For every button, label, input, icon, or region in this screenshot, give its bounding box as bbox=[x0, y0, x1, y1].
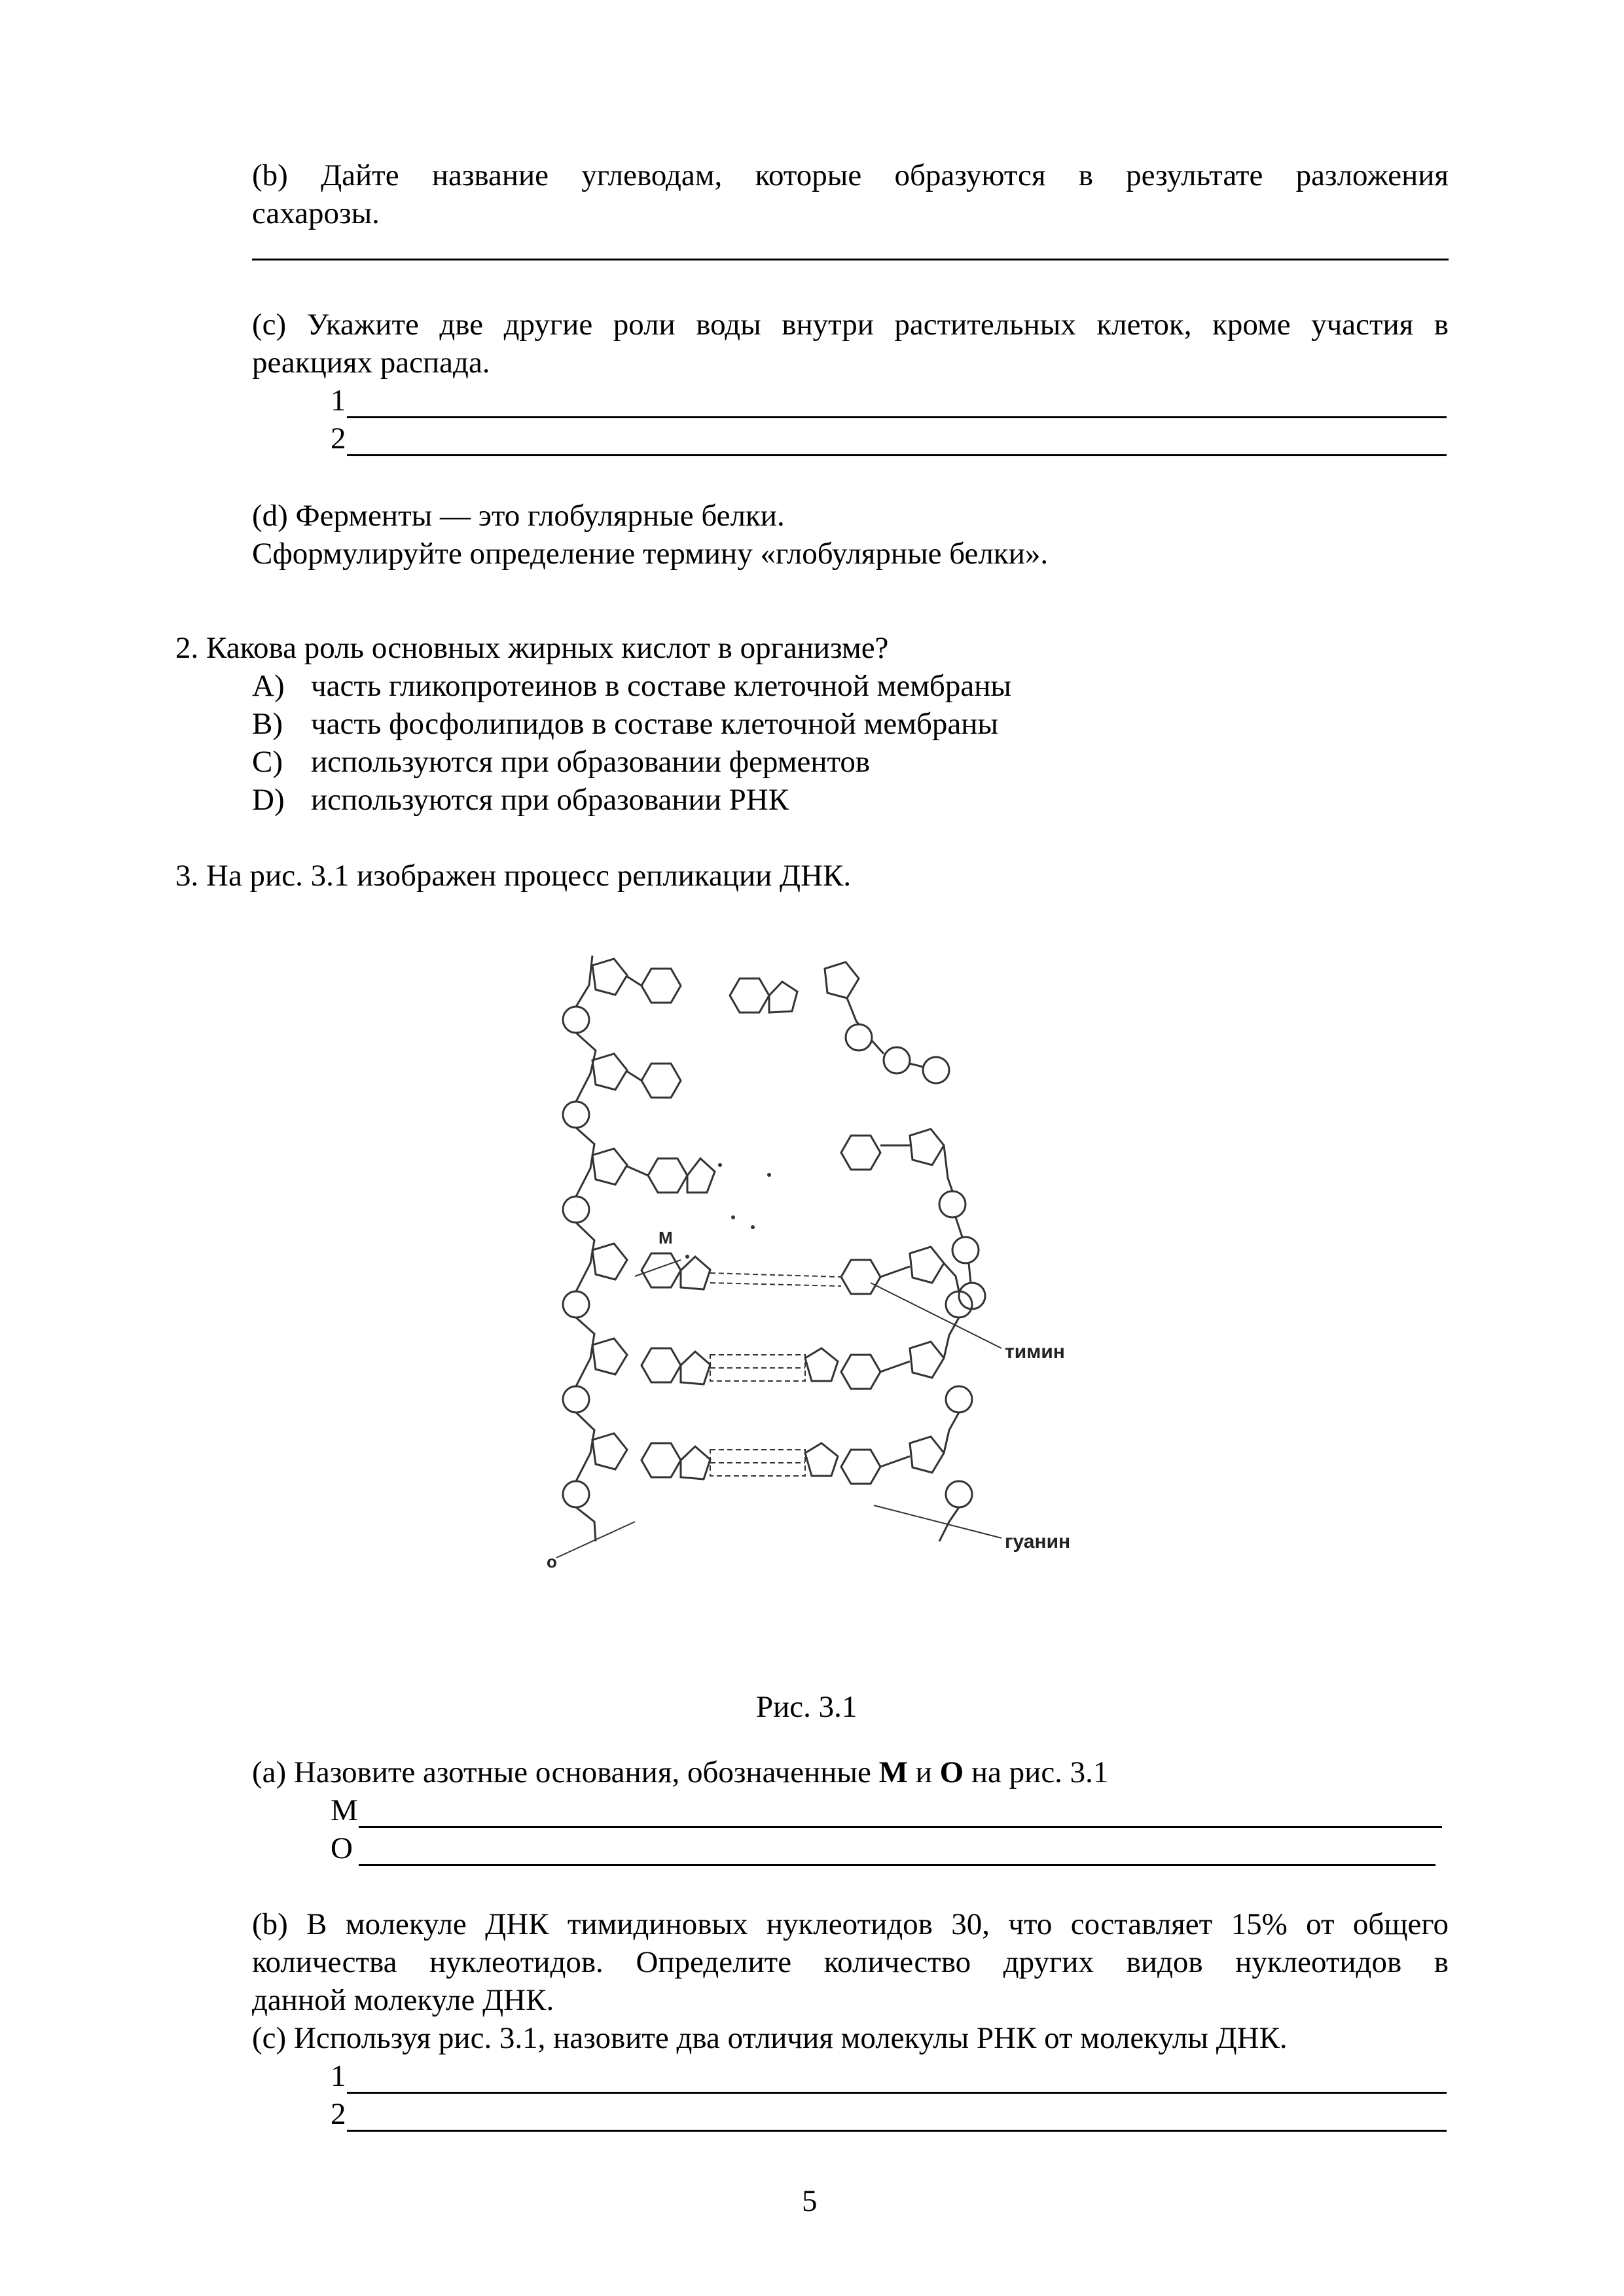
q2-option-c-text: используются при образовании ферментов bbox=[311, 745, 871, 779]
label-pointers bbox=[556, 1260, 1001, 1558]
q1c-text-line1: (c) Укажите две другие роли воды внутри растительных клеток, кроме участия в bbox=[252, 308, 1449, 342]
q2-option-b-letter: B) bbox=[252, 707, 283, 741]
q2-option-c-letter: C) bbox=[252, 745, 283, 779]
q1b-text-line2: сахарозы. bbox=[252, 196, 380, 230]
q3a-text-and: и bbox=[907, 1755, 940, 1789]
free-nucleotides bbox=[730, 962, 985, 1309]
q3c-answer-number-2: 2 bbox=[331, 2097, 346, 2131]
figure-label-o: о bbox=[547, 1552, 557, 1571]
dna-diagram bbox=[543, 929, 1113, 1577]
q3a-bold-o: О bbox=[939, 1755, 964, 1789]
left-bases bbox=[627, 969, 715, 1479]
q2-option-a-text: часть гликопротеинов в составе клеточной мембраны bbox=[311, 669, 1011, 703]
q3-intro: 3. На рис. 3.1 изображен процесс репликации ДНК. bbox=[175, 859, 852, 893]
q1c-answer-number-1: 1 bbox=[331, 384, 346, 418]
q1c-answer-line-1[interactable] bbox=[347, 416, 1447, 418]
hydrogen-bonds bbox=[710, 1273, 841, 1476]
q3a-text-pre: (a) Назовите азотные основания, обозначенные bbox=[252, 1755, 879, 1789]
q3c-answer-number-1: 1 bbox=[331, 2059, 346, 2093]
q3c-answer-line-1[interactable] bbox=[347, 2092, 1447, 2094]
figure-label-m: М bbox=[659, 1228, 673, 1247]
figure-label-guanine: гуанин bbox=[1005, 1531, 1071, 1552]
q1d-text-line1: (d) Ферменты — это глобулярные белки. bbox=[252, 499, 785, 533]
dna-replication-figure bbox=[543, 929, 1113, 1577]
q1c-answer-line-2[interactable] bbox=[347, 454, 1447, 456]
q3c-answer-line-2[interactable] bbox=[347, 2130, 1447, 2132]
q3a-answer-line-o[interactable] bbox=[359, 1864, 1435, 1866]
q3a-answer-label-o: О bbox=[331, 1831, 353, 1865]
q3a-text bbox=[252, 1754, 1108, 1791]
q1d-text-line2: Сформулируйте определение термину «глобулярные белки». bbox=[252, 537, 1049, 571]
q3a-answer-label-m: М bbox=[331, 1793, 358, 1827]
q2-option-d-text: используются при образовании РНК bbox=[311, 783, 789, 817]
q3b-text-line2: количества нуклеотидов. Определите количество других видов нуклеотидов в bbox=[252, 1945, 1449, 1979]
left-backbone bbox=[563, 956, 627, 1541]
q2-question: 2. Какова роль основных жирных кислот в организме? bbox=[175, 631, 889, 665]
page-number: 5 bbox=[802, 2184, 818, 2218]
q3a-text-post: на рис. 3.1 bbox=[964, 1755, 1109, 1789]
figure-caption: Рис. 3.1 bbox=[756, 1690, 857, 1724]
q1c-answer-number-2: 2 bbox=[331, 422, 346, 456]
q3a-answer-line-m[interactable] bbox=[359, 1826, 1442, 1828]
q3b-text-line3: данной молекуле ДНК. bbox=[252, 1983, 554, 2017]
q3a-bold-m: М bbox=[878, 1755, 908, 1789]
q2-option-a-letter: A) bbox=[252, 669, 285, 703]
q1c-text-line2: реакциях распада. bbox=[252, 346, 490, 380]
q2-option-b-text: часть фосфолипидов в составе клеточной мембраны bbox=[311, 707, 998, 741]
diagram-dots bbox=[685, 1163, 771, 1259]
right-strand bbox=[805, 1247, 972, 1541]
q3c-text: (c) Используя рис. 3.1, назовите два отличия молекулы РНК от молекулы ДНК. bbox=[252, 2021, 1288, 2055]
q3b-text-line1: (b) В молекуле ДНК тимидиновых нуклеотидов 30, что составляет 15% от общего bbox=[252, 1907, 1449, 1941]
q1b-answer-line[interactable] bbox=[252, 259, 1449, 260]
q1b-text-line1: (b) Дайте название углеводам, которые образуются в результате разложения bbox=[252, 158, 1449, 192]
figure-label-thymine: тимин bbox=[1005, 1341, 1065, 1363]
q2-option-d-letter: D) bbox=[252, 783, 285, 817]
